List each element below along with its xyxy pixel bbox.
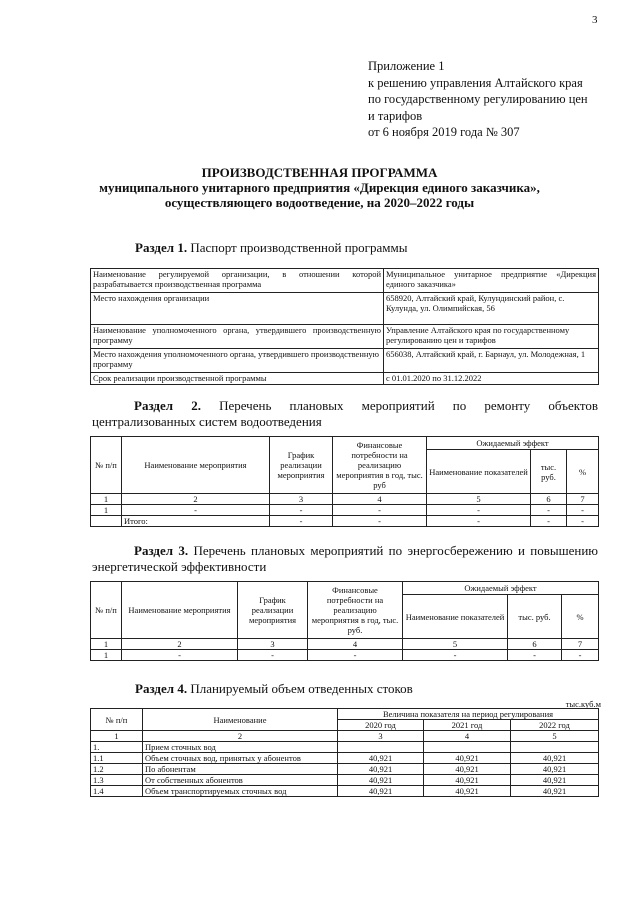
table-cell: - (333, 505, 427, 516)
units-label: тыс.куб.м (565, 699, 601, 709)
table-cell: - (308, 650, 403, 661)
header-pct: % (562, 595, 599, 639)
table-cell: Управление Алтайского края по государственному регулированию цен и тарифов (384, 325, 599, 349)
table-cell: с 01.01.2020 по 31.12.2022 (384, 373, 599, 385)
header-year: 2021 год (424, 720, 511, 731)
table-cell: - (567, 505, 599, 516)
table-cell: 1.2 (91, 764, 143, 775)
table-cell: Муниципальное унитарное предприятие «Дирекция единого заказчика» (384, 269, 599, 293)
table-cell (424, 742, 511, 753)
table-cell: 40,921 (338, 786, 424, 797)
table-cell: Объем транспортируемых сточных вод (143, 786, 338, 797)
table-cell: 2 (122, 494, 270, 505)
wastewater-volume-table (90, 708, 599, 797)
section3-label: Раздел 3. (134, 543, 189, 558)
section1-text: Паспорт производственной программы (190, 240, 408, 255)
table-cell: 6 (531, 494, 567, 505)
section4-heading (135, 681, 413, 697)
table-cell: 2 (143, 731, 338, 742)
section3-heading (92, 543, 598, 574)
table-header-row (91, 709, 599, 720)
passport-table (90, 268, 599, 385)
table-cell: - (122, 650, 238, 661)
table-cell: 1 (91, 505, 122, 516)
table-row (91, 742, 599, 753)
title-line-3: осуществляющего водоотведение, на 2020–2022 годы (164, 195, 475, 210)
table-cell: 40,921 (338, 753, 424, 764)
table-cell: 3 (270, 494, 333, 505)
table-row (91, 325, 599, 349)
section3-text: Перечень плановых мероприятий по энергосбережению и повышению энергетической эффективности (92, 543, 598, 574)
title-line-2: муниципального унитарного предприятия «Дирекция единого заказчика», (99, 180, 540, 195)
table-cell: 656038, Алтайский край, г. Барнаул, ул. Молодежная, 1 (384, 349, 599, 373)
table-cell: 5 (403, 639, 508, 650)
table-row (91, 731, 599, 742)
section2-label: Раздел 2. (134, 398, 201, 413)
table-cell: Срок реализации производственной программы (91, 373, 384, 385)
title-line-1: ПРОИЗВОДСТВЕННАЯ ПРОГРАММА (201, 165, 438, 180)
annex-line: и тарифов (368, 108, 423, 123)
header-num: № п/п (91, 437, 122, 494)
page-number: 3 (592, 14, 598, 26)
table-cell: 1.4 (91, 786, 143, 797)
header-period: Величина показателя на период регулирования (338, 709, 599, 720)
table-cell (338, 742, 424, 753)
table-cell: - (531, 516, 567, 527)
annex-line: к решению управления Алтайского края (368, 75, 583, 90)
table-cell: 5 (427, 494, 531, 505)
table-cell: - (427, 505, 531, 516)
table-row (91, 494, 599, 505)
table-cell: - (427, 516, 531, 527)
table-cell: По абонентам (143, 764, 338, 775)
table-cell: 1 (91, 494, 122, 505)
table-row (91, 639, 599, 650)
table-cell: - (333, 516, 427, 527)
table-header-row (91, 582, 599, 595)
section1-heading (135, 240, 407, 256)
section1-label: Раздел 1. (135, 240, 188, 255)
table-cell: - (270, 516, 333, 527)
table-row (91, 505, 599, 516)
repair-measures-table (90, 436, 599, 527)
total-label: Итого: (122, 516, 270, 527)
table-row (91, 349, 599, 373)
table-cell: 1 (91, 731, 143, 742)
header-indicator: Наименование показателей (403, 595, 508, 639)
header-finance: Финансовые потребности на реализацию мероприятия в год, тыс. руб. (308, 582, 403, 639)
header-name: Наименование мероприятия (122, 582, 238, 639)
table-cell: 2 (122, 639, 238, 650)
table-cell: 40,921 (511, 786, 599, 797)
table-cell: - (567, 516, 599, 527)
table-cell: - (270, 505, 333, 516)
header-schedule: График реализации мероприятия (238, 582, 308, 639)
table-cell: 7 (562, 639, 599, 650)
table-row (91, 373, 599, 385)
header-effect: Ожидаемый эффект (427, 437, 599, 450)
table-row (91, 753, 599, 764)
table-row (91, 650, 599, 661)
table-row (91, 786, 599, 797)
header-name: Наименование мероприятия (122, 437, 270, 494)
table-cell: - (562, 650, 599, 661)
table-cell: 40,921 (511, 775, 599, 786)
table-cell: Место нахождения организации (91, 293, 384, 325)
header-effect: Ожидаемый эффект (403, 582, 599, 595)
section4-text: Планируемый объем отведенных стоков (190, 681, 413, 696)
table-cell (511, 742, 599, 753)
table-cell: - (122, 505, 270, 516)
annex-line: Приложение 1 (368, 59, 445, 73)
table-cell: 1. (91, 742, 143, 753)
table-cell: 40,921 (338, 764, 424, 775)
table-cell: 40,921 (424, 775, 511, 786)
header-pct: % (567, 450, 599, 494)
table-header-row (91, 437, 599, 450)
annex-line: по государственному регулированию цен (368, 92, 588, 106)
section2-text: Перечень плановых мероприятий по ремонту объектов централизованных систем водоотведения (92, 398, 599, 429)
header-name: Наименование (143, 709, 338, 731)
table-total-row (91, 516, 599, 527)
table-row (91, 764, 599, 775)
table-cell: 1 (91, 650, 122, 661)
annex-block (368, 58, 588, 141)
table-row (91, 269, 599, 293)
annex-line: от 6 ноября 2019 года № 307 (368, 125, 520, 139)
table-cell: Объем сточных вод, принятых у абонентов (143, 753, 338, 764)
table-cell: Наименование уполномоченного органа, утвердившего производственную программу (91, 325, 384, 349)
table-cell: - (531, 505, 567, 516)
table-cell: 1.3 (91, 775, 143, 786)
header-year: 2022 год (511, 720, 599, 731)
header-schedule: График реализации мероприятия (270, 437, 333, 494)
header-finance: Финансовые потребности на реализацию мероприятия в год, тыс. руб (333, 437, 427, 494)
table-cell: 40,921 (338, 775, 424, 786)
header-indicator: Наименование показателей (427, 450, 531, 494)
table-cell: 40,921 (511, 753, 599, 764)
header-rub: тыс. руб. (531, 450, 567, 494)
table-cell: Прием сточных вод (143, 742, 338, 753)
table-cell: 40,921 (511, 764, 599, 775)
table-cell: 1 (91, 639, 122, 650)
table-row (91, 293, 599, 325)
header-rub: тыс. руб. (508, 595, 562, 639)
section4-label: Раздел 4. (135, 681, 188, 696)
header-num: № п/п (91, 582, 122, 639)
table-cell: Место нахождения уполномоченного органа, утвердившего производственную программу (91, 349, 384, 373)
table-cell: 7 (567, 494, 599, 505)
table-cell: 3 (238, 639, 308, 650)
table-cell: - (238, 650, 308, 661)
table-cell: 40,921 (424, 753, 511, 764)
table-cell: 40,921 (424, 764, 511, 775)
table-cell: 3 (338, 731, 424, 742)
table-cell: 4 (424, 731, 511, 742)
table-cell: - (508, 650, 562, 661)
table-cell: - (403, 650, 508, 661)
table-cell: 4 (308, 639, 403, 650)
table-cell: 6 (508, 639, 562, 650)
table-cell: 40,921 (424, 786, 511, 797)
table-cell: 1.1 (91, 753, 143, 764)
document-title (0, 165, 639, 210)
table-cell: 4 (333, 494, 427, 505)
table-cell: 658920, Алтайский край, Кулундинский район, с. Кулунда, ул. Олимпийская, 56 (384, 293, 599, 325)
header-num: № п/п (91, 709, 143, 731)
table-cell (91, 516, 122, 527)
table-cell: От собственных абонентов (143, 775, 338, 786)
table-cell: Наименование регулируемой организации, в отношении которой разрабатывается производственная программа (91, 269, 384, 293)
header-year: 2020 год (338, 720, 424, 731)
section2-heading (92, 398, 598, 429)
energy-measures-table (90, 581, 599, 661)
table-row (91, 775, 599, 786)
table-cell: 5 (511, 731, 599, 742)
